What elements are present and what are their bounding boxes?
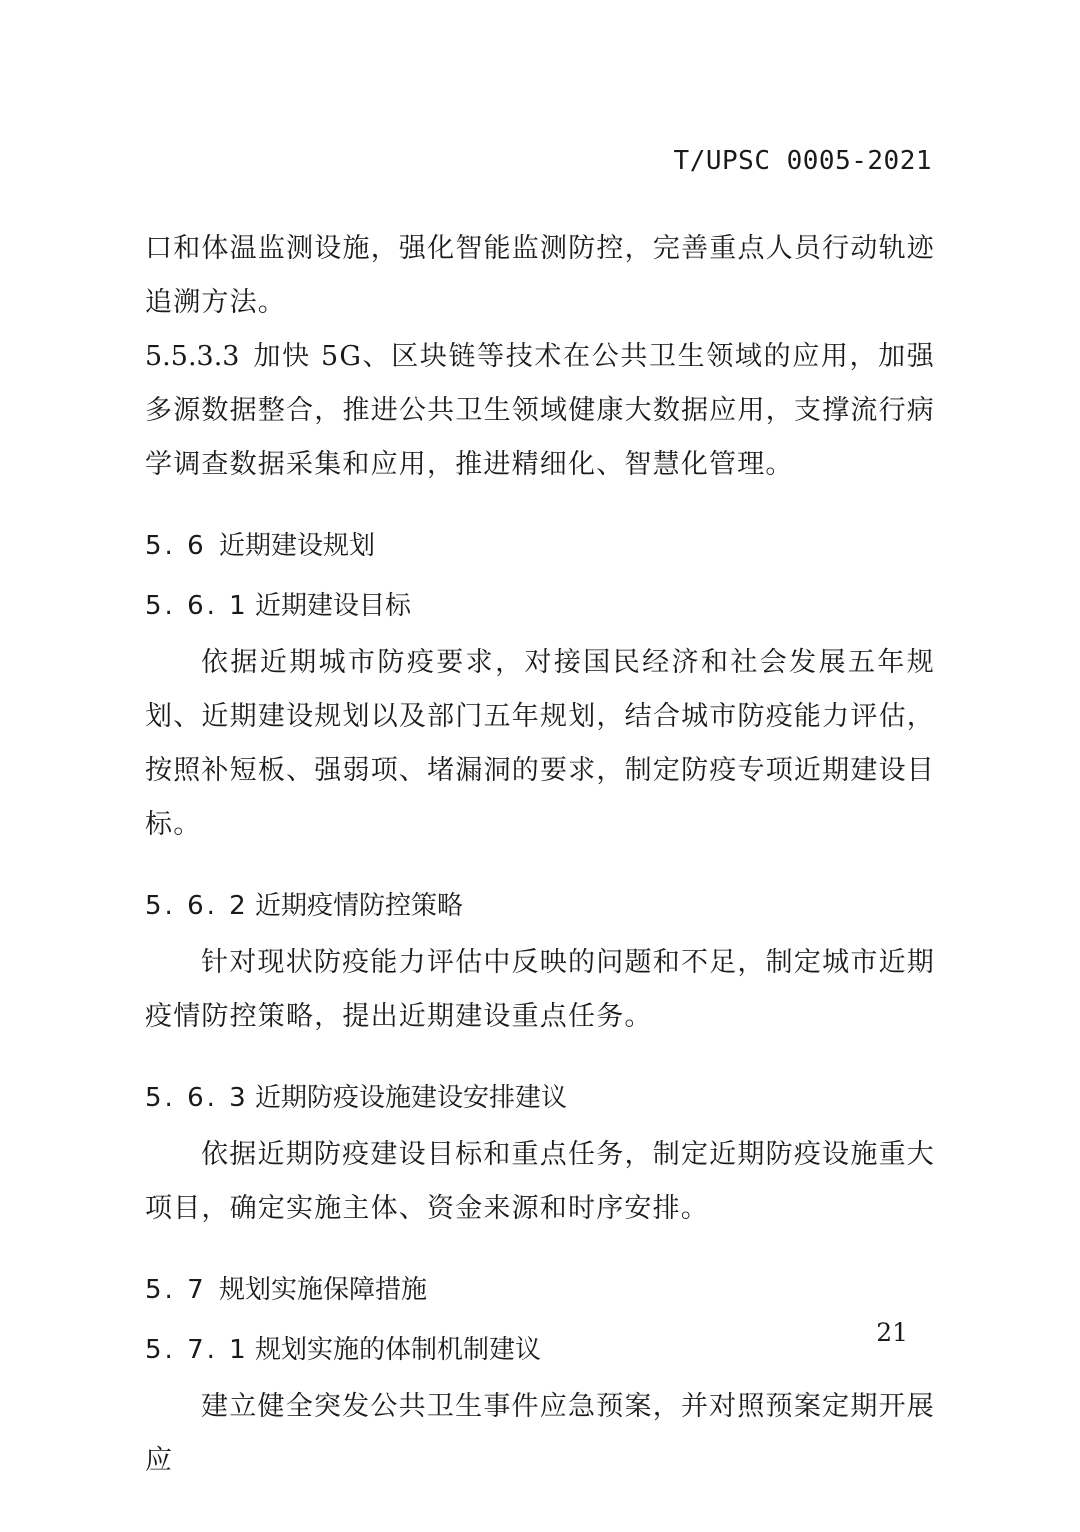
heading-number: 5. 7	[145, 1275, 207, 1305]
heading-number: 5. 6. 1	[145, 591, 249, 621]
heading-title: 近期疫情防控策略	[255, 891, 464, 921]
page-content	[145, 222, 935, 1488]
heading-5-6-1	[145, 576, 935, 636]
clause-number: 5.5.3.3	[145, 341, 240, 372]
clause-text: 加快 5G、区块链等技术在公共卫生领域的应用，加强多源数据整合，推进公共卫生领域健康大数据应用，支撑流行病学调查数据采集和应用，推进精细化、智慧化管理。	[145, 341, 935, 480]
heading-5-7	[145, 1260, 935, 1320]
heading-5-6-3	[145, 1068, 935, 1128]
heading-title: 近期建设目标	[255, 591, 412, 621]
heading-number: 5. 6	[145, 531, 207, 561]
page-number: 21	[876, 1318, 908, 1347]
paragraph-5-6-1: 依据近期城市防疫要求，对接国民经济和社会发展五年规划、近期建设规划以及部门五年规划，结合城市防疫能力评估，按照补短板、强弱项、堵漏洞的要求，制定防疫专项近期建设目标。	[145, 647, 935, 840]
heading-title: 近期建设规划	[219, 531, 376, 561]
document-id: T/UPSC 0005-2021	[673, 146, 932, 176]
heading-number: 5. 6. 2	[145, 891, 249, 921]
heading-5-7-1	[145, 1320, 935, 1380]
heading-title: 近期防疫设施建设安排建议	[255, 1083, 568, 1113]
heading-5-6	[145, 516, 935, 576]
paragraph-5-6-2: 针对现状防疫能力评估中反映的问题和不足，制定城市近期疫情防控策略，提出近期建设重点任务。	[145, 947, 935, 1032]
heading-number: 5. 7. 1	[145, 1335, 249, 1365]
heading-title: 规划实施的体制机制建议	[255, 1335, 542, 1365]
paragraph-5-6-3: 依据近期防疫建设目标和重点任务，制定近期防疫设施重大项目，确定实施主体、资金来源和时序安排。	[145, 1139, 935, 1224]
heading-title: 规划实施保障措施	[219, 1275, 428, 1305]
paragraph-5-7-1: 建立健全突发公共卫生事件应急预案，并对照预案定期开展应	[145, 1391, 935, 1476]
heading-5-6-2	[145, 876, 935, 936]
clause-5-5-3-3	[145, 330, 935, 492]
heading-number: 5. 6. 3	[145, 1083, 249, 1113]
paragraph-continued: 口和体温监测设施，强化智能监测防控，完善重点人员行动轨迹追溯方法。	[145, 233, 935, 318]
